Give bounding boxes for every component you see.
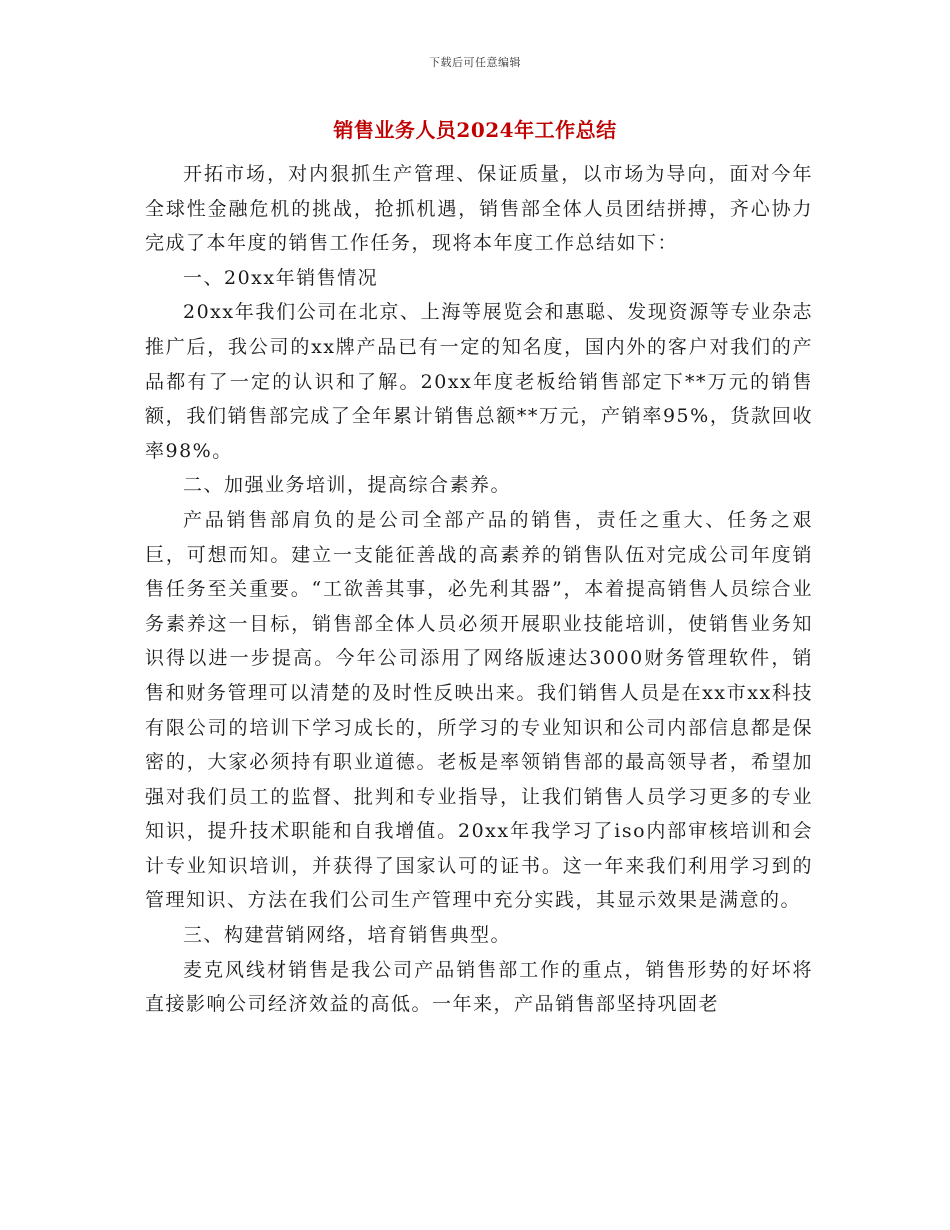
document-body [145,157,813,1022]
section-heading-3: 三、构建营销网络，培育销售典型。 [183,924,512,947]
document-title: 销售业务人员2024年工作总结 [333,118,617,142]
paragraph-training: 产品销售部肩负的是公司全部产品的销售，责任之重大、任务之艰巨，可想而知。建立一支能征善战的高素养的销售队伍对完成公司年度销售任务至关重要。“工欲善其事，必先利其器”，本着提高销售人员综合业务素养这一目标，销售部全体人员必须开展职业技能培训，使销售业务知识得以进一步提高。今年公司添用了网络版速达3000财务管理软件，销售和财务管理可以清楚的及时性反映出来。我们销售人员是在xx市xx科技有限公司的培训下学习成长的，所学习的专业知识和公司内部信息都是保密的，大家必须持有职业道德。老板是率领销售部的最高领导者，希望加强对我们员工的监督、批判和专业指导，让我们销售人员学习更多的专业知识，提升技术职能和自我增值。20xx年我学习了iso内部审核培训和会计专业知识培训，并获得了国家认可的证书。这一年来我们利用学习到的管理知识、方法在我们公司生产管理中充分实践，其显示效果是满意的。 [145,508,813,912]
paragraph-intro: 开拓市场，对内狠抓生产管理、保证质量，以市场为导向，面对今年全球性金融危机的挑战，抢抓机遇，销售部全体人员团结拼搏，齐心协力完成了本年度的销售工作任务，现将本年度工作总结如下： [145,163,813,255]
section-heading-1: 一、20xx年销售情况 [183,266,379,289]
paragraph-network: 麦克风线材销售是我公司产品销售部工作的重点，销售形势的好坏将直接影响公司经济效益的高低。一年来，产品销售部坚持巩固老 [145,958,813,1016]
header-note: 下载后可任意编辑 [429,56,521,69]
section-heading-2: 二、加强业务培训，提高综合素养。 [183,474,512,497]
paragraph-sales: 20xx年我们公司在北京、上海等展览会和惠聪、发现资源等专业杂志推广后，我公司的xx牌产品已有一定的知名度，国内外的客户对我们的产品都有了一定的认识和了解。20xx年度老板给销售部定下**万元的销售额，我们销售部完成了全年累计销售总额**万元，产销率95%，货款回收率98%。 [145,301,813,462]
